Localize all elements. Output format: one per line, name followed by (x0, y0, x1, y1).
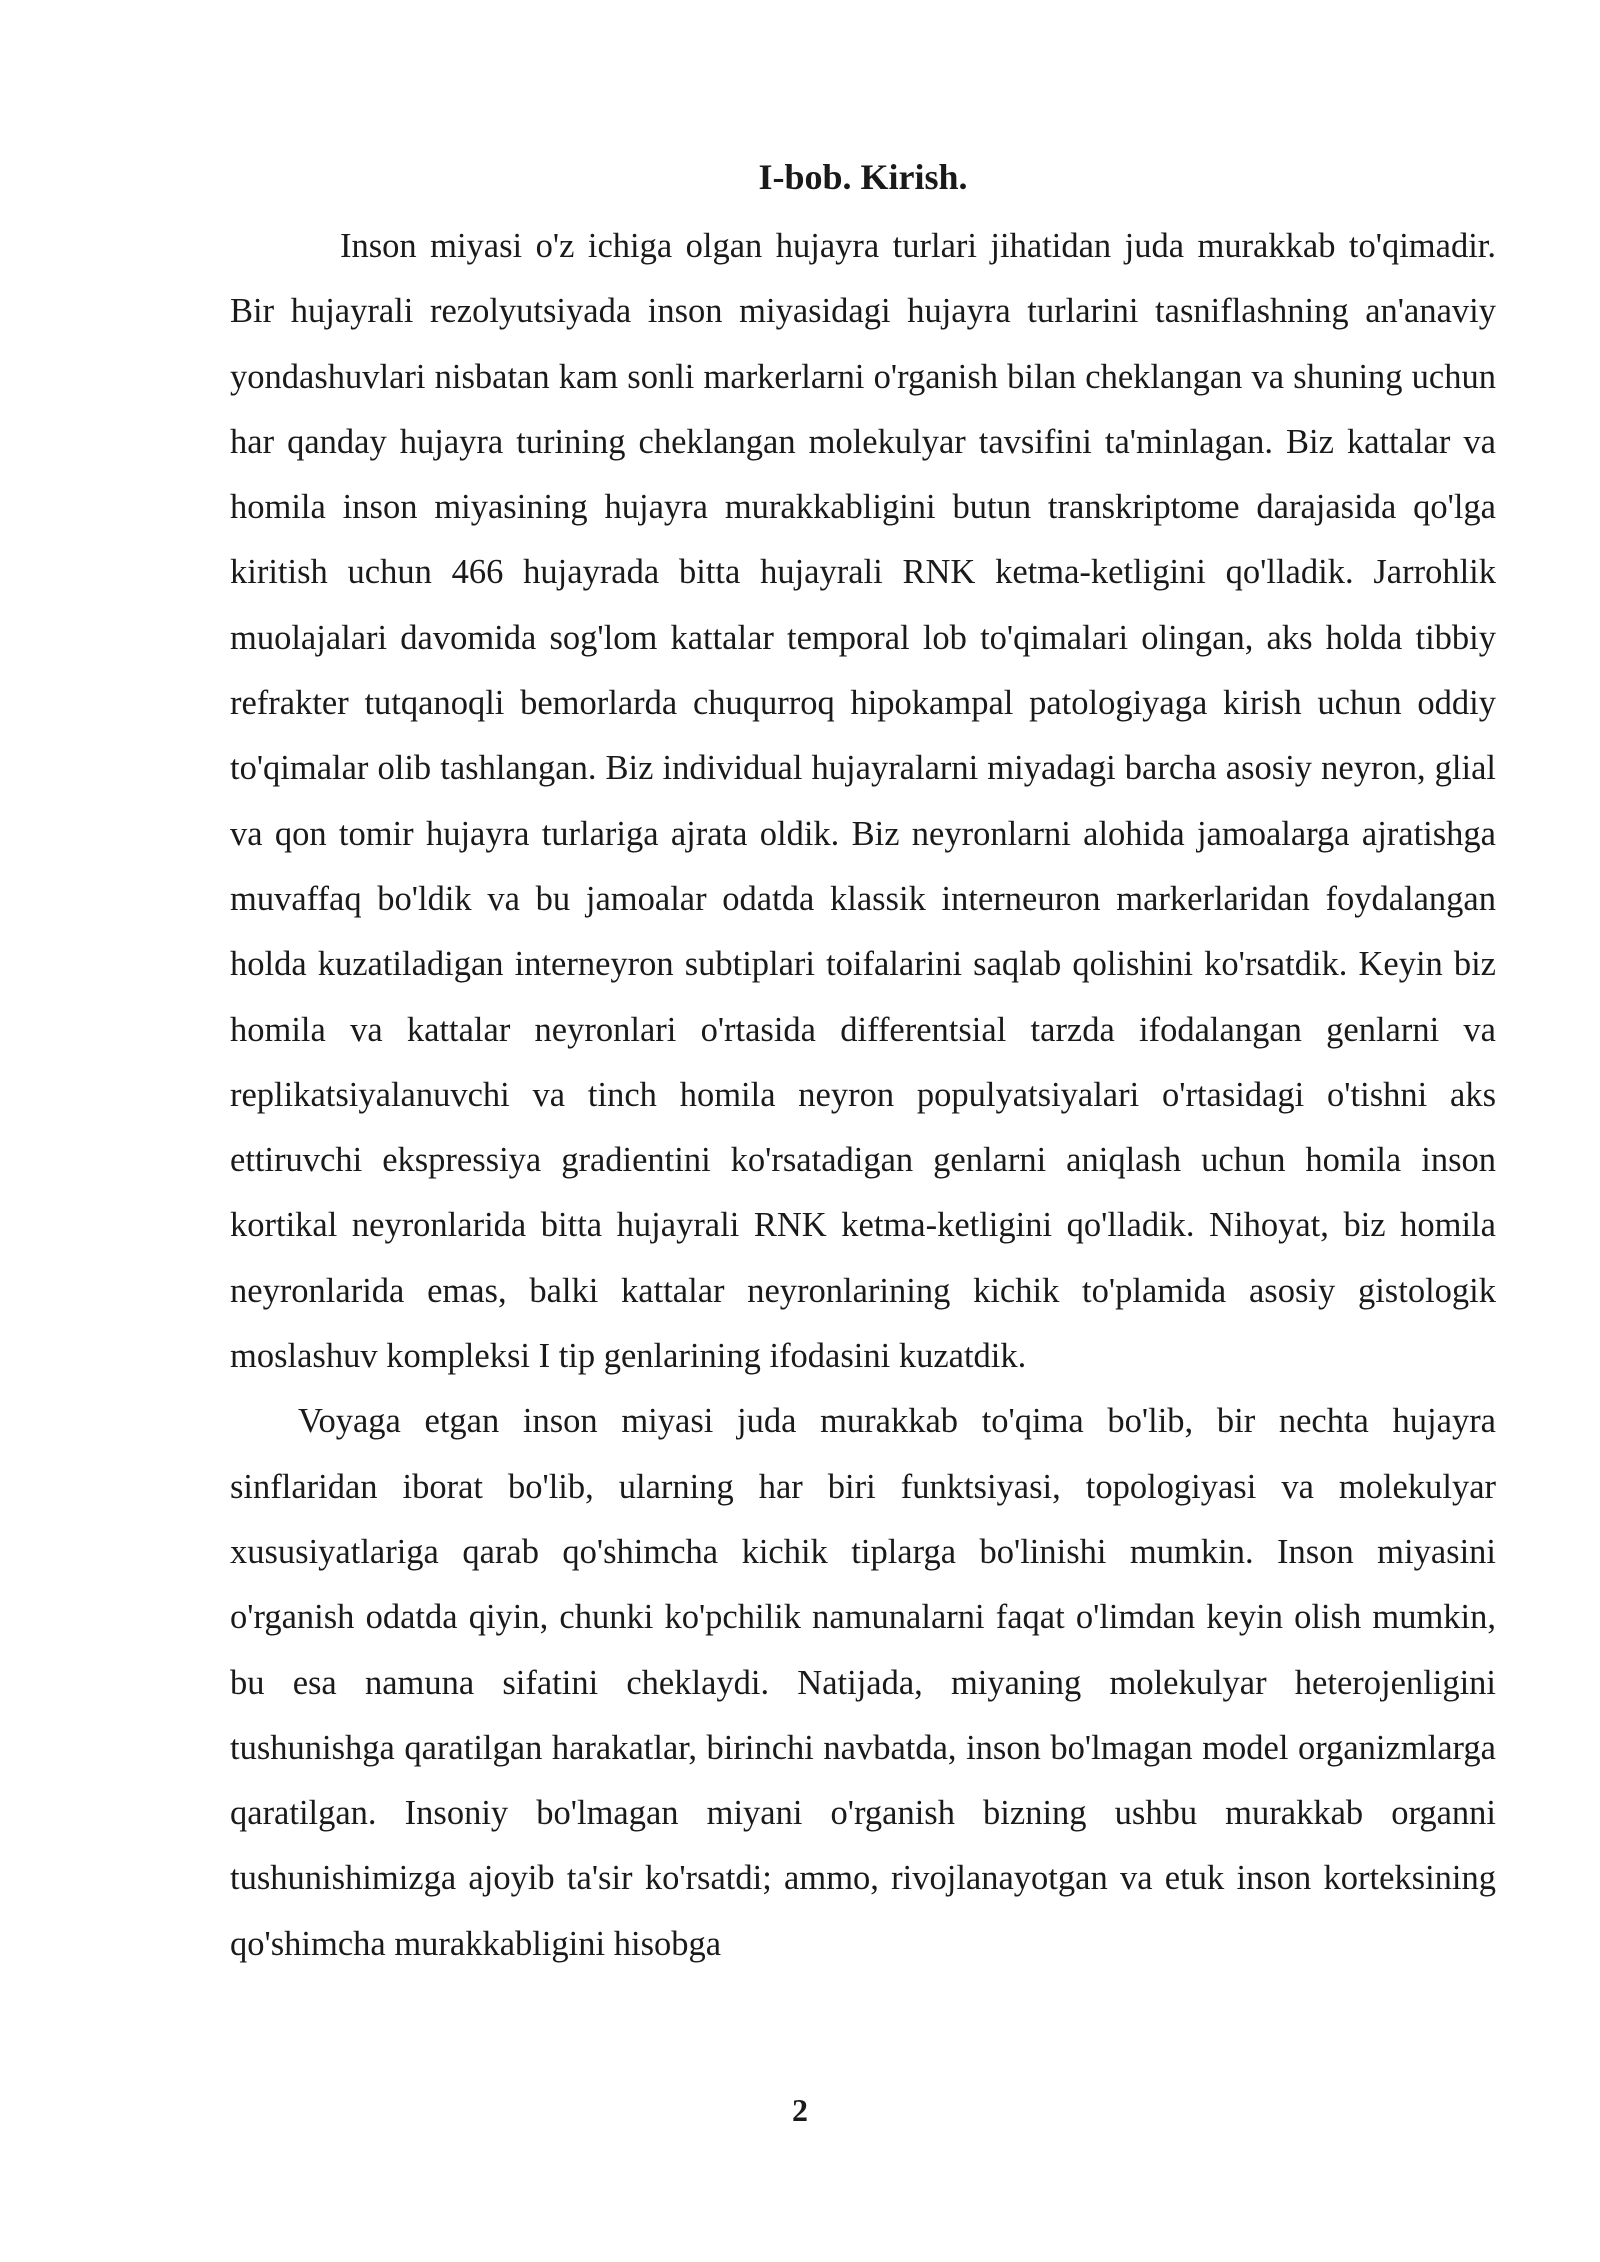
chapter-title: I-bob. Kirish. (758, 157, 968, 197)
paragraph-1: Inson miyasi o'z ichiga olgan hujayra turlari jihatidan juda murakkab to'qimadir. Bir hujayrali rezolyutsiyada inson miyasidagi hujayra turlarini tasniflashning an'anaviy yondashuvlari nisbatan kam sonli markerlarni o'rganish bilan cheklangan va shuning uchun har qanday hujayra turining cheklangan molekulyar tavsifini ta'minlagan. Biz kattalar va homila inson miyasining hujayra murakkabligini butun transkriptome darajasida qo'lga kiritish uchun 466 hujayrada bitta hujayrali RNK ketma-ketligini qo'lladik. Jarrohlik muolajalari davomida sog'lom kattalar temporal lob to'qimalari olingan, aks holda tibbiy refrakter tutqanoqli bemorlarda chuqurroq hipokampal patologiyaga kirish uchun oddiy to'qimalar olib tashlangan. Biz individual hujayralarni miyadagi barcha asosiy neyron, glial va qon tomir hujayra turlariga ajrata oldik. Biz neyronlarni alohida jamoalarga ajratishga muvaffaq bo'ldik va bu jamoalar odatda klassik interneuron markerlaridan foydalangan holda kuzatiladigan interneyron subtiplari toifalarini saqlab qolishini ko'rsatdik. Keyin biz homila va kattalar neyronlari o'rtasida differentsial tarzda ifodalangan genlarni va replikatsiyalanuvchi va tinch homila neyron populyatsiyalari o'rtasidagi o'tishni aks ettiruvchi ekspressiya gradientini ko'rsatadigan genlarni aniqlash uchun homila inson kortikal neyronlarida bitta hujayrali RNK ketma-ketligini qo'lladik. Nihoyat, biz homila neyronlarida emas, balki kattalar neyronlarining kichik to'plamida asosiy gistologik moslashuv kompleksi I tip genlarining ifodasini kuzatdik. (230, 227, 1496, 1376)
document-page (230, 150, 1496, 1977)
page-number: 2 (792, 2092, 808, 2128)
paragraph-2: Voyaga etgan inson miyasi juda murakkab to'qima bo'lib, bir nechta hujayra sinflaridan iborat bo'lib, ularning har biri funktsiyasi, topologiyasi va molekulyar xususiyatlariga qarab qo'shimcha kichik tiplarga bo'linishi mumkin. Inson miyasini o'rganish odatda qiyin, chunki ko'pchilik namunalarni faqat o'limdan keyin olish mumkin, bu esa namuna sifatini cheklaydi. Natijada, miyaning molekulyar heterojenligini tushunishga qaratilgan harakatlar, birinchi navbatda, inson bo'lmagan model organizmlarga qaratilgan. Insoniy bo'lmagan miyani o'rganish bizning ushbu murakkab organni tushunishimizga ajoyib ta'sir ko'rsatdi; ammo, rivojlanayotgan va etuk inson korteksining qo'shimcha murakkabligini hisobga (230, 1402, 1496, 1963)
